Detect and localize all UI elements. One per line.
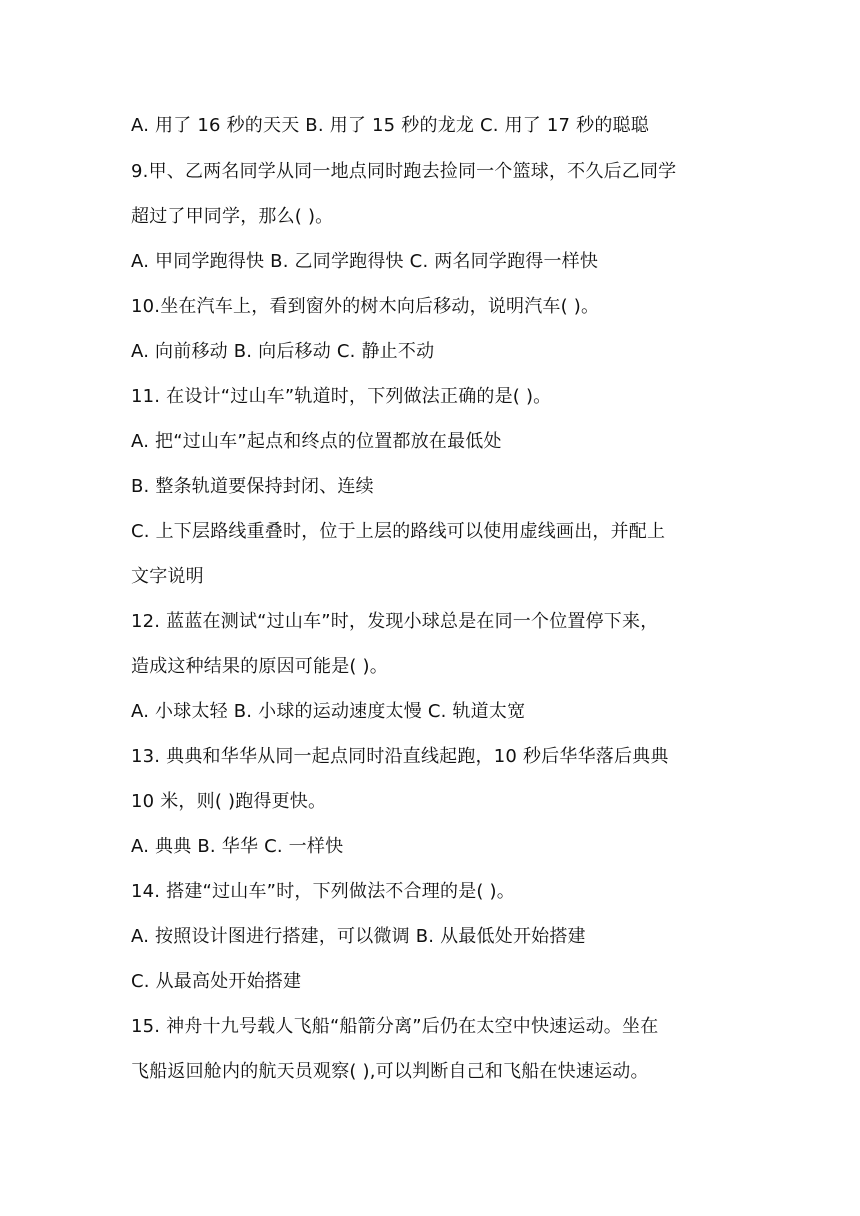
q12-question-line-2: 造成这种结果的原因可能是( )。 (131, 656, 388, 677)
q14-option-c: C. 从最高处开始搭建 (131, 971, 302, 992)
q8-options: A. 用了 16 秒的天天 B. 用了 15 秒的龙龙 C. 用了 17 秒的聪聪 (131, 115, 649, 136)
q13-question-line-1: 13. 典典和华华从同一起点同时沿直线起跑，10 秒后华华落后典典 (131, 746, 669, 767)
q15-question-line-1: 15. 神舟十九号载人飞船“船箭分离”后仍在太空中快速运动。坐在 (131, 1016, 659, 1037)
q14-question: 14. 搭建“过山车”时，下列做法不合理的是( )。 (131, 881, 515, 902)
q12-options: A. 小球太轻 B. 小球的运动速度太慢 C. 轨道太宽 (131, 701, 526, 722)
q9-question-line-2: 超过了甲同学，那么( )。 (131, 206, 334, 227)
q11-option-c-line-2: 文字说明 (131, 566, 204, 587)
q11-option-c-line-1: C. 上下层路线重叠时，位于上层的路线可以使用虚线画出，并配上 (131, 521, 666, 542)
q11-option-b: B. 整条轨道要保持封闭、连续 (131, 476, 374, 497)
q15-question-line-2: 飞船返回舱内的航天员观察( ),可以判断自己和飞船在快速运动。 (131, 1061, 649, 1082)
q11-option-a: A. 把“过山车”起点和终点的位置都放在最低处 (131, 431, 502, 452)
q9-question-line-1: 9.甲、乙两名同学从同一地点同时跑去捡同一个篮球，不久后乙同学 (131, 161, 677, 182)
q13-question-line-2: 10 米，则( )跑得更快。 (131, 791, 327, 812)
q10-options: A. 向前移动 B. 向后移动 C. 静止不动 (131, 341, 435, 362)
q11-question: 11. 在设计“过山车”轨道时，下列做法正确的是( )。 (131, 386, 552, 407)
q14-options-a-b: A. 按照设计图进行搭建，可以微调 B. 从最低处开始搭建 (131, 926, 586, 947)
q13-options: A. 典典 B. 华华 C. 一样快 (131, 836, 344, 857)
q9-options: A. 甲同学跑得快 B. 乙同学跑得快 C. 两名同学跑得一样快 (131, 251, 599, 272)
q10-question: 10.坐在汽车上，看到窗外的树木向后移动，说明汽车( )。 (131, 296, 600, 317)
q12-question-line-1: 12. 蓝蓝在测试“过山车”时，发现小球总是在同一个位置停下来， (131, 611, 659, 632)
